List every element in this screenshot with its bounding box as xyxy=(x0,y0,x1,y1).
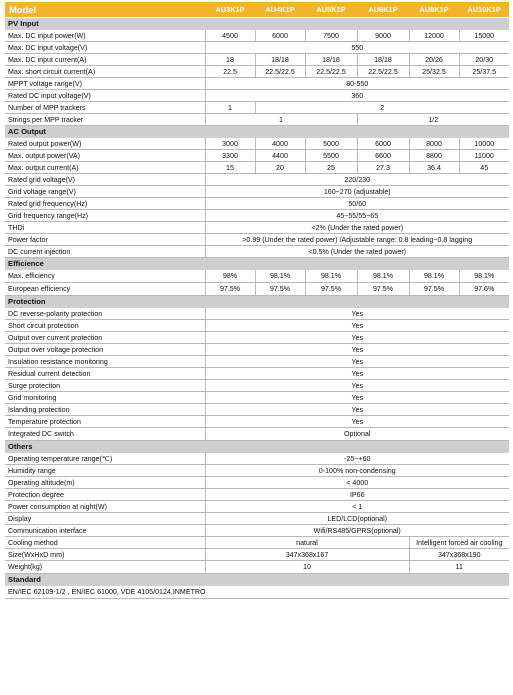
spec-value: 36.4 xyxy=(409,162,459,174)
spec-label: Surge protection xyxy=(5,380,205,392)
model-header-row xyxy=(5,2,509,18)
spec-value: 220/230 xyxy=(205,174,509,186)
spec-value: 2 xyxy=(255,102,509,114)
spec-value: >0.99 (Under the rated power) /Adjustable range: 0.8 leading~0.8 lagging xyxy=(205,234,509,246)
spec-value: 4000 xyxy=(255,138,305,150)
spec-label: Temperature protection xyxy=(5,416,205,428)
spec-label: Humidity range xyxy=(5,465,205,477)
spec-value: 360 xyxy=(205,90,509,102)
spec-value: 98% xyxy=(205,270,255,283)
spec-value: Yes xyxy=(205,380,509,392)
spec-row-mpp-trackers xyxy=(5,102,509,114)
spec-label: European efficiency xyxy=(5,283,205,296)
spec-value: < 4000 xyxy=(205,477,509,489)
spec-value: Yes xyxy=(205,308,509,320)
spec-label: Max. efficiency xyxy=(5,270,205,283)
spec-value: IP66 xyxy=(205,489,509,501)
spec-value: <0.5% (Under the rated power) xyxy=(205,246,509,258)
spec-row-protection xyxy=(5,344,509,356)
spec-value: 550 xyxy=(205,42,509,54)
spec-label: Insulation resistance monitoring xyxy=(5,356,205,368)
spec-row-mppt-range xyxy=(5,78,509,90)
model-name: AU6K1P xyxy=(357,2,409,18)
spec-value: Yes xyxy=(205,392,509,404)
spec-value: 10000 xyxy=(459,138,509,150)
spec-row-others xyxy=(5,525,509,537)
spec-value: 25/32.5 xyxy=(409,66,459,78)
spec-value: 1/2 xyxy=(357,114,509,126)
spec-label: Islanding protection xyxy=(5,404,205,416)
spec-row-protection xyxy=(5,404,509,416)
model-name: AU5K1P xyxy=(305,2,357,18)
spec-value: Yes xyxy=(205,368,509,380)
standard-text: EN/IEC 62109-1/2 , EN/IEC 61000, VDE 4105/0124,INMETRO xyxy=(5,586,509,599)
spec-value: 50/60 xyxy=(205,198,509,210)
spec-row-max-short-circuit xyxy=(5,66,509,78)
spec-label: Cooling method xyxy=(5,537,205,549)
spec-row-max-dc-voltage xyxy=(5,42,509,54)
spec-label: Rated output power(W) xyxy=(5,138,205,150)
spec-row-max-output-current xyxy=(5,162,509,174)
spec-label: MPPT voltage range(V) xyxy=(5,78,205,90)
spec-row-others xyxy=(5,453,509,465)
spec-label: DC reverse-polarity protection xyxy=(5,308,205,320)
spec-label: Operating altitude(m) xyxy=(5,477,205,489)
spec-value: natural xyxy=(205,537,409,549)
spec-label: Grid voltage range(V) xyxy=(5,186,205,198)
spec-value: 12000 xyxy=(409,30,459,42)
spec-label: Residual current detection xyxy=(5,368,205,380)
spec-row-rated-grid-frequency xyxy=(5,198,509,210)
spec-value: 45~55/55~65 xyxy=(205,210,509,222)
spec-label: Integrated DC switch xyxy=(5,428,205,441)
spec-row-protection xyxy=(5,416,509,428)
spec-value: 1 xyxy=(205,102,255,114)
spec-label: Output over voltage protection xyxy=(5,344,205,356)
spec-row-grid-voltage-range xyxy=(5,186,509,198)
spec-table xyxy=(5,2,509,599)
spec-row-rated-output-power xyxy=(5,138,509,150)
spec-value: 97.5% xyxy=(305,283,357,296)
spec-value: 45 xyxy=(459,162,509,174)
spec-row-others xyxy=(5,477,509,489)
spec-label: Grid monitoring xyxy=(5,392,205,404)
section-title: AC Output xyxy=(5,126,509,139)
spec-label: Weight(kg) xyxy=(5,561,205,574)
spec-value: -25~+60 xyxy=(205,453,509,465)
spec-row-others xyxy=(5,489,509,501)
spec-label: Communication interface xyxy=(5,525,205,537)
section-title: Standard xyxy=(5,574,509,587)
spec-value: 8800 xyxy=(409,150,459,162)
spec-value: 25 xyxy=(305,162,357,174)
spec-value: Yes xyxy=(205,356,509,368)
spec-value: 10 xyxy=(205,561,409,574)
spec-value: 97.5% xyxy=(357,283,409,296)
spec-label: Size(WxHxD mm) xyxy=(5,549,205,561)
spec-label: Max. DC input current(A) xyxy=(5,54,205,66)
model-name: AU4K1P xyxy=(255,2,305,18)
spec-value: 347x368x190 xyxy=(409,549,509,561)
spec-value: 15 xyxy=(205,162,255,174)
spec-value: 160~270 (adjustable) xyxy=(205,186,509,198)
spec-value: 98.1% xyxy=(459,270,509,283)
spec-value: 6600 xyxy=(357,150,409,162)
spec-value: 22.5/22.5 xyxy=(305,66,357,78)
spec-value: 25/37.5 xyxy=(459,66,509,78)
spec-value: 9000 xyxy=(357,30,409,42)
spec-label: Power consumption at night(W) xyxy=(5,501,205,513)
spec-value: 80-550 xyxy=(205,78,509,90)
spec-value: 18/18 xyxy=(305,54,357,66)
spec-label: Max. DC input voltage(V) xyxy=(5,42,205,54)
spec-value: 98.1% xyxy=(305,270,357,283)
spec-value: 4500 xyxy=(205,30,255,42)
spec-value: Yes xyxy=(205,320,509,332)
spec-label: Short circuit protection xyxy=(5,320,205,332)
spec-label: THDi xyxy=(5,222,205,234)
spec-value: 5000 xyxy=(305,138,357,150)
spec-row-protection xyxy=(5,356,509,368)
spec-value: 98.1% xyxy=(357,270,409,283)
spec-value: 27.3 xyxy=(357,162,409,174)
spec-value: <2% (Under the rated power) xyxy=(205,222,509,234)
spec-value: 11000 xyxy=(459,150,509,162)
spec-row-max-dc-current xyxy=(5,54,509,66)
section-header-efficiency xyxy=(5,258,509,271)
spec-label: Operating temperature range(℃) xyxy=(5,453,205,465)
section-title: PV Input xyxy=(5,18,509,31)
spec-value: Wifi/RS485/GPRS(optional) xyxy=(205,525,509,537)
model-name: AU3K1P xyxy=(205,2,255,18)
spec-row-protection xyxy=(5,368,509,380)
spec-value: 347x368x167 xyxy=(205,549,409,561)
spec-row-size xyxy=(5,549,509,561)
spec-value: 22.5/22.5 xyxy=(255,66,305,78)
spec-row-power-factor xyxy=(5,234,509,246)
section-header-pv-input xyxy=(5,18,509,31)
spec-value: 22.5 xyxy=(205,66,255,78)
spec-row-strings-per-tracker xyxy=(5,114,509,126)
spec-label: DC current injection xyxy=(5,246,205,258)
spec-row-thdi xyxy=(5,222,509,234)
spec-value: Optional xyxy=(205,428,509,441)
spec-value: LED/LCD(optional) xyxy=(205,513,509,525)
spec-label: Power factor xyxy=(5,234,205,246)
spec-value: 97.5% xyxy=(205,283,255,296)
spec-value: 18 xyxy=(205,54,255,66)
spec-row-rated-grid-voltage xyxy=(5,174,509,186)
spec-value: 18/18 xyxy=(357,54,409,66)
spec-value: Yes xyxy=(205,416,509,428)
spec-value: 3000 xyxy=(205,138,255,150)
spec-value: 20/26 xyxy=(409,54,459,66)
spec-row-others xyxy=(5,501,509,513)
spec-row-cooling xyxy=(5,537,509,549)
spec-row-protection xyxy=(5,320,509,332)
spec-value: 6000 xyxy=(357,138,409,150)
spec-label: Rated grid frequency(Hz) xyxy=(5,198,205,210)
spec-value: 8000 xyxy=(409,138,459,150)
spec-row-max-dc-power xyxy=(5,30,509,42)
section-header-standard xyxy=(5,574,509,587)
spec-row-protection xyxy=(5,428,509,441)
spec-value: 97.5% xyxy=(409,283,459,296)
spec-label: Max. output current(A) xyxy=(5,162,205,174)
spec-value: Intelligent forced air cooling xyxy=(409,537,509,549)
section-header-protection xyxy=(5,296,509,309)
spec-value: 11 xyxy=(409,561,509,574)
spec-label: Number of MPP trackers xyxy=(5,102,205,114)
spec-value: 15000 xyxy=(459,30,509,42)
spec-row-european-efficiency xyxy=(5,283,509,296)
spec-value: 20/30 xyxy=(459,54,509,66)
spec-row-others xyxy=(5,465,509,477)
spec-value: 97.6% xyxy=(459,283,509,296)
spec-label: Max. output power(VA) xyxy=(5,150,205,162)
spec-row-weight xyxy=(5,561,509,574)
spec-label: Max. short circuit current(A) xyxy=(5,66,205,78)
spec-value: 98.1% xyxy=(255,270,305,283)
model-name: AU8K1P xyxy=(409,2,459,18)
spec-row-protection xyxy=(5,308,509,320)
spec-label: Rated DC input voltage(V) xyxy=(5,90,205,102)
spec-label: Output over current protection xyxy=(5,332,205,344)
spec-label: Grid frequency range(Hz) xyxy=(5,210,205,222)
model-name: AU10K1P xyxy=(459,2,509,18)
spec-label: Display xyxy=(5,513,205,525)
section-header-ac-output xyxy=(5,126,509,139)
spec-value: Yes xyxy=(205,332,509,344)
spec-row-protection xyxy=(5,392,509,404)
section-header-others xyxy=(5,441,509,454)
spec-value: Yes xyxy=(205,404,509,416)
spec-row-grid-frequency-range xyxy=(5,210,509,222)
spec-row-max-output-power xyxy=(5,150,509,162)
spec-label: Protection degree xyxy=(5,489,205,501)
spec-row-protection xyxy=(5,332,509,344)
spec-value: 3300 xyxy=(205,150,255,162)
section-title: Efficience xyxy=(5,258,509,271)
spec-value: 5500 xyxy=(305,150,357,162)
spec-value: 0-100% non-condensing xyxy=(205,465,509,477)
spec-value: Yes xyxy=(205,344,509,356)
spec-row-protection xyxy=(5,380,509,392)
model-label: Model xyxy=(5,2,205,18)
spec-label: Max. DC input power(W) xyxy=(5,30,205,42)
section-title: Protection xyxy=(5,296,509,309)
spec-label: Strings per MPP tracker xyxy=(5,114,205,126)
spec-row-dc-injection xyxy=(5,246,509,258)
spec-label: Rated grid voltage(V) xyxy=(5,174,205,186)
spec-row-standard xyxy=(5,586,509,599)
spec-value: 20 xyxy=(255,162,305,174)
spec-value: < 1 xyxy=(205,501,509,513)
spec-value: 97.5% xyxy=(255,283,305,296)
spec-value: 98.1% xyxy=(409,270,459,283)
spec-value: 7500 xyxy=(305,30,357,42)
spec-row-others xyxy=(5,513,509,525)
spec-row-max-efficiency xyxy=(5,270,509,283)
spec-row-rated-dc-voltage xyxy=(5,90,509,102)
spec-value: 18/18 xyxy=(255,54,305,66)
spec-value: 22.5/22.5 xyxy=(357,66,409,78)
spec-value: 1 xyxy=(205,114,357,126)
spec-value: 6000 xyxy=(255,30,305,42)
section-title: Others xyxy=(5,441,509,454)
spec-value: 4400 xyxy=(255,150,305,162)
